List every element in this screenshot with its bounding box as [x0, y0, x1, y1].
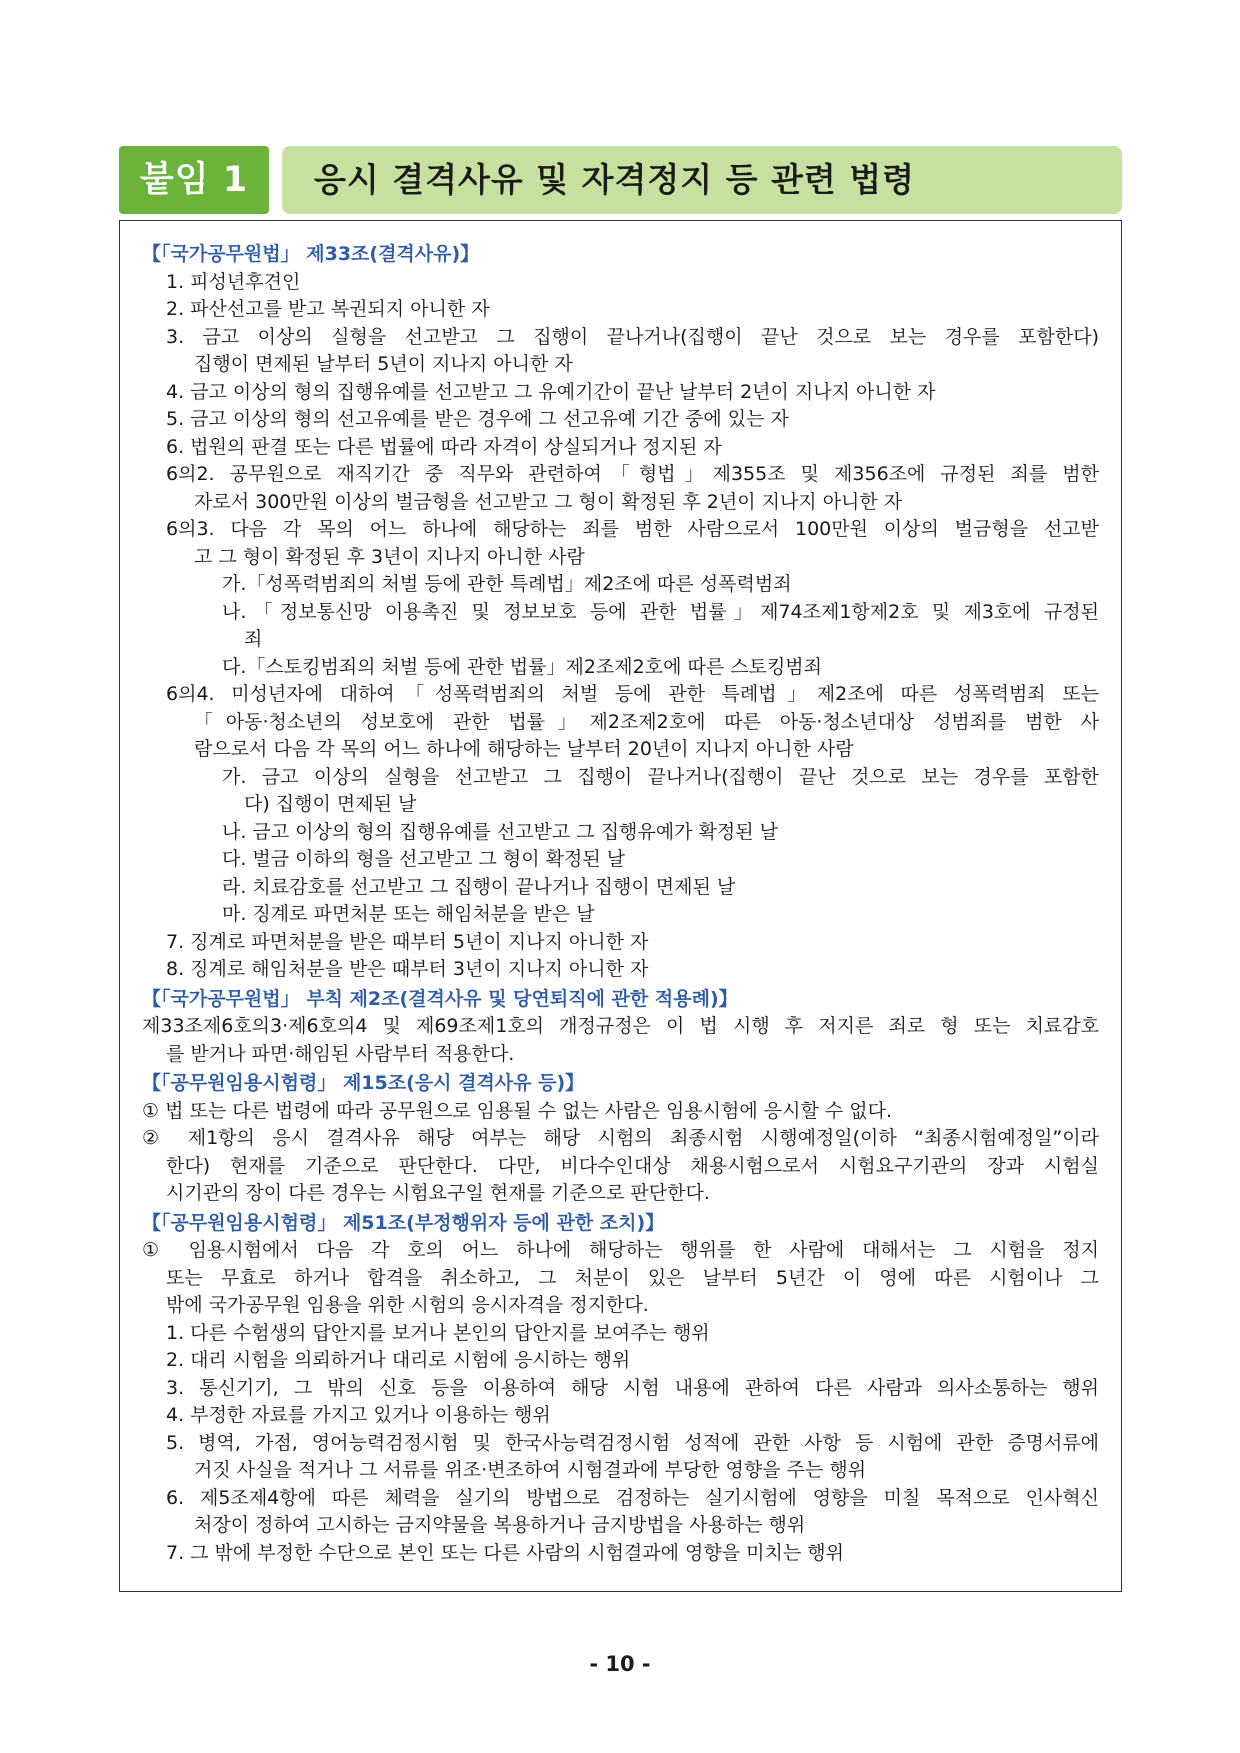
- text-line: 다) 집행이 면제된 날: [244, 793, 417, 815]
- attachment-badge: 붙임 1: [119, 146, 269, 214]
- text-line: 밖에 국가공무원 임용을 위한 시험의 응시자격을 정지한다.: [166, 1294, 649, 1316]
- text-line: 5. 금고 이상의 형의 선고유예를 받은 경우에 그 선고유예 기간 중에 있는 자: [166, 408, 789, 430]
- text-line: 가.「성폭력범죄의 처벌 등에 관한 특례법」제2조에 따른 성폭력범죄: [222, 573, 792, 595]
- text-line: 3. 금고 이상의 실형을 선고받고 그 집행이 끝나거나(집행이 끝난 것으로 보는 경우를 포함한다): [166, 325, 1099, 348]
- text-line: 4. 부정한 자료를 가지고 있거나 이용하는 행위: [166, 1404, 551, 1426]
- text-line: 처장이 정하여 고시하는 금지약물을 복용하거나 금지방법을 사용하는 행위: [194, 1514, 806, 1536]
- text-line: 를 받거나 파면·해임된 사람부터 적용한다.: [166, 1042, 515, 1065]
- law-text-box: [119, 220, 1122, 1592]
- text-line: 6. 법원의 판결 또는 다른 법률에 따라 자격이 상실되거나 정지된 자: [166, 435, 722, 458]
- text-line: 거짓 사실을 적거나 그 서류를 위조·변조하여 시험결과에 부당한 영향을 주는 행위: [194, 1459, 867, 1481]
- text-line: 「아동·청소년의 성보호에 관한 법률」제2조제2호에 따른 아동·청소년대상 성범죄를 범한 사: [194, 710, 1099, 733]
- text-line: 2. 파산선고를 받고 복권되지 아니한 자: [166, 298, 490, 320]
- text-line: 시기관의 장이 다른 경우는 시험요구일 현재를 기준으로 판단한다.: [166, 1182, 710, 1204]
- text-line: 한다) 현재를 기준으로 판단한다. 다만, 비다수인대상 채용시험으로서 시험요구기관의 장과 시험실: [166, 1154, 1099, 1177]
- text-line: 4. 금고 이상의 형의 집행유예를 선고받고 그 유예기간이 끝난 날부터 2년이 지나지 아니한 자: [166, 380, 936, 403]
- text-line: 다. 벌금 이하의 형을 선고받고 그 형이 확정된 날: [222, 848, 626, 870]
- text-line: 나. 금고 이상의 형의 집행유예를 선고받고 그 집행유예가 확정된 날: [222, 820, 778, 843]
- text-line: 3. 통신기기, 그 밖의 신호 등을 이용하여 해당 시험 내용에 관하여 다른 사람과 의사소통하는 행위: [166, 1376, 1099, 1399]
- section-heading: 【「공무원임용시험령」 제15조(응시 결격사유 등)】: [142, 1072, 585, 1094]
- page-title: 응시 결격사유 및 자격정지 등 관련 법령: [314, 160, 915, 199]
- text-line: ① 법 또는 다른 법령에 따라 공무원으로 임용될 수 없는 사람은 임용시험에 응시할 수 없다.: [142, 1099, 893, 1122]
- text-line: 람으로서 다음 각 목의 어느 하나에 해당하는 날부터 20년이 지나지 아니한 사람: [194, 738, 854, 760]
- text-line: 마. 징계로 파면처분 또는 해임처분을 받은 날: [222, 903, 595, 925]
- text-line: ① 임용시험에서 다음 각 호의 어느 하나에 해당하는 행위를 한 사람에 대해서는 그 시험을 정지: [142, 1239, 1099, 1261]
- text-line: 7. 그 밖에 부정한 수단으로 본인 또는 다른 사람의 시험결과에 영향을 미치는 행위: [166, 1541, 844, 1564]
- text-line: 2. 대리 시험을 의뢰하거나 대리로 시험에 응시하는 행위: [166, 1349, 631, 1371]
- section-heading: 【「공무원임용시험령」 제51조(부정행위자 등에 관한 조치)】: [142, 1211, 665, 1234]
- text-line: 또는 무효로 하거나 합격을 취소하고, 그 처분이 있은 날부터 5년간 이 영에 따른 시험이나 그: [166, 1266, 1099, 1289]
- text-line: 8. 징계로 해임처분을 받은 때부터 3년이 지나지 아니한 자: [166, 958, 649, 980]
- text-line: 제33조제6호의3·제6호의4 및 제69조제1호의 개정규정은 이 법 시행 후 저지른 죄로 형 또는 치료감호: [142, 1015, 1099, 1037]
- text-line: 집행이 면제된 날부터 5년이 지나지 아니한 자: [194, 353, 573, 375]
- text-line: 6. 제5조제4항에 따른 체력을 실기의 방법으로 검정하는 실기시험에 영향을 미칠 목적으로 인사혁신: [166, 1486, 1099, 1509]
- text-line: 6의4. 미성년자에 대하여「성폭력범죄의 처벌 등에 관한 특례법」제2조에 따른 성폭력범죄 또는: [166, 683, 1099, 705]
- text-line: 5. 병역, 가점, 영어능력검정시험 및 한국사능력검정시험 성적에 관한 사항 등 시험에 관한 증명서류에: [166, 1431, 1099, 1454]
- text-line: 1. 피성년후견인: [166, 270, 301, 293]
- text-line: 1. 다른 수험생의 답안지를 보거나 본인의 답안지를 보여주는 행위: [166, 1321, 710, 1344]
- text-line: 다.「스토킹범죄의 처벌 등에 관한 법률」제2조제2호에 따른 스토킹범죄: [222, 655, 823, 678]
- law-text-content: [142, 241, 1099, 1567]
- text-line: 6의2. 공무원으로 재직기간 중 직무와 관련하여「형법」제355조 및 제356조에 규정된 죄를 범한: [166, 463, 1099, 485]
- section-heading: 【「국가공무원법」 제33조(결격사유)】: [142, 243, 480, 265]
- text-line: 고 그 형이 확정된 후 3년이 지나지 아니한 사람: [194, 545, 585, 568]
- text-line: 라. 치료감호를 선고받고 그 집행이 끝나거나 집행이 면제된 날: [222, 875, 736, 898]
- text-line: 가. 금고 이상의 실형을 선고받고 그 집행이 끝나거나(집행이 끝난 것으로 보는 경우를 포함한: [222, 765, 1099, 788]
- text-line: 7. 징계로 파면처분을 받은 때부터 5년이 지나지 아니한 자: [166, 930, 649, 953]
- text-line: ② 제1항의 응시 결격사유 해당 여부는 해당 시험의 최종시험 시행예정일(이하 “최종시험예정일”이라: [142, 1127, 1099, 1149]
- section-heading: 【「국가공무원법」 부칙 제2조(결격사유 및 당연퇴직에 관한 적용례)】: [142, 987, 738, 1010]
- section-header: [119, 146, 1122, 214]
- text-line: 자로서 300만원 이상의 벌금형을 선고받고 그 형이 확정된 후 2년이 지나지 아니한 자: [194, 490, 903, 513]
- page-number: - 10 -: [589, 1652, 651, 1676]
- title-bar: [282, 146, 1122, 214]
- text-line: 6의3. 다음 각 목의 어느 하나에 해당하는 죄를 범한 사람으로서 100만원 이상의 벌금형을 선고받: [166, 518, 1099, 540]
- text-line: 죄: [244, 628, 263, 650]
- text-line: 나.「정보통신망 이용촉진 및 정보보호 등에 관한 법률」제74조제1항제2호 및 제3호에 규정된: [222, 600, 1099, 623]
